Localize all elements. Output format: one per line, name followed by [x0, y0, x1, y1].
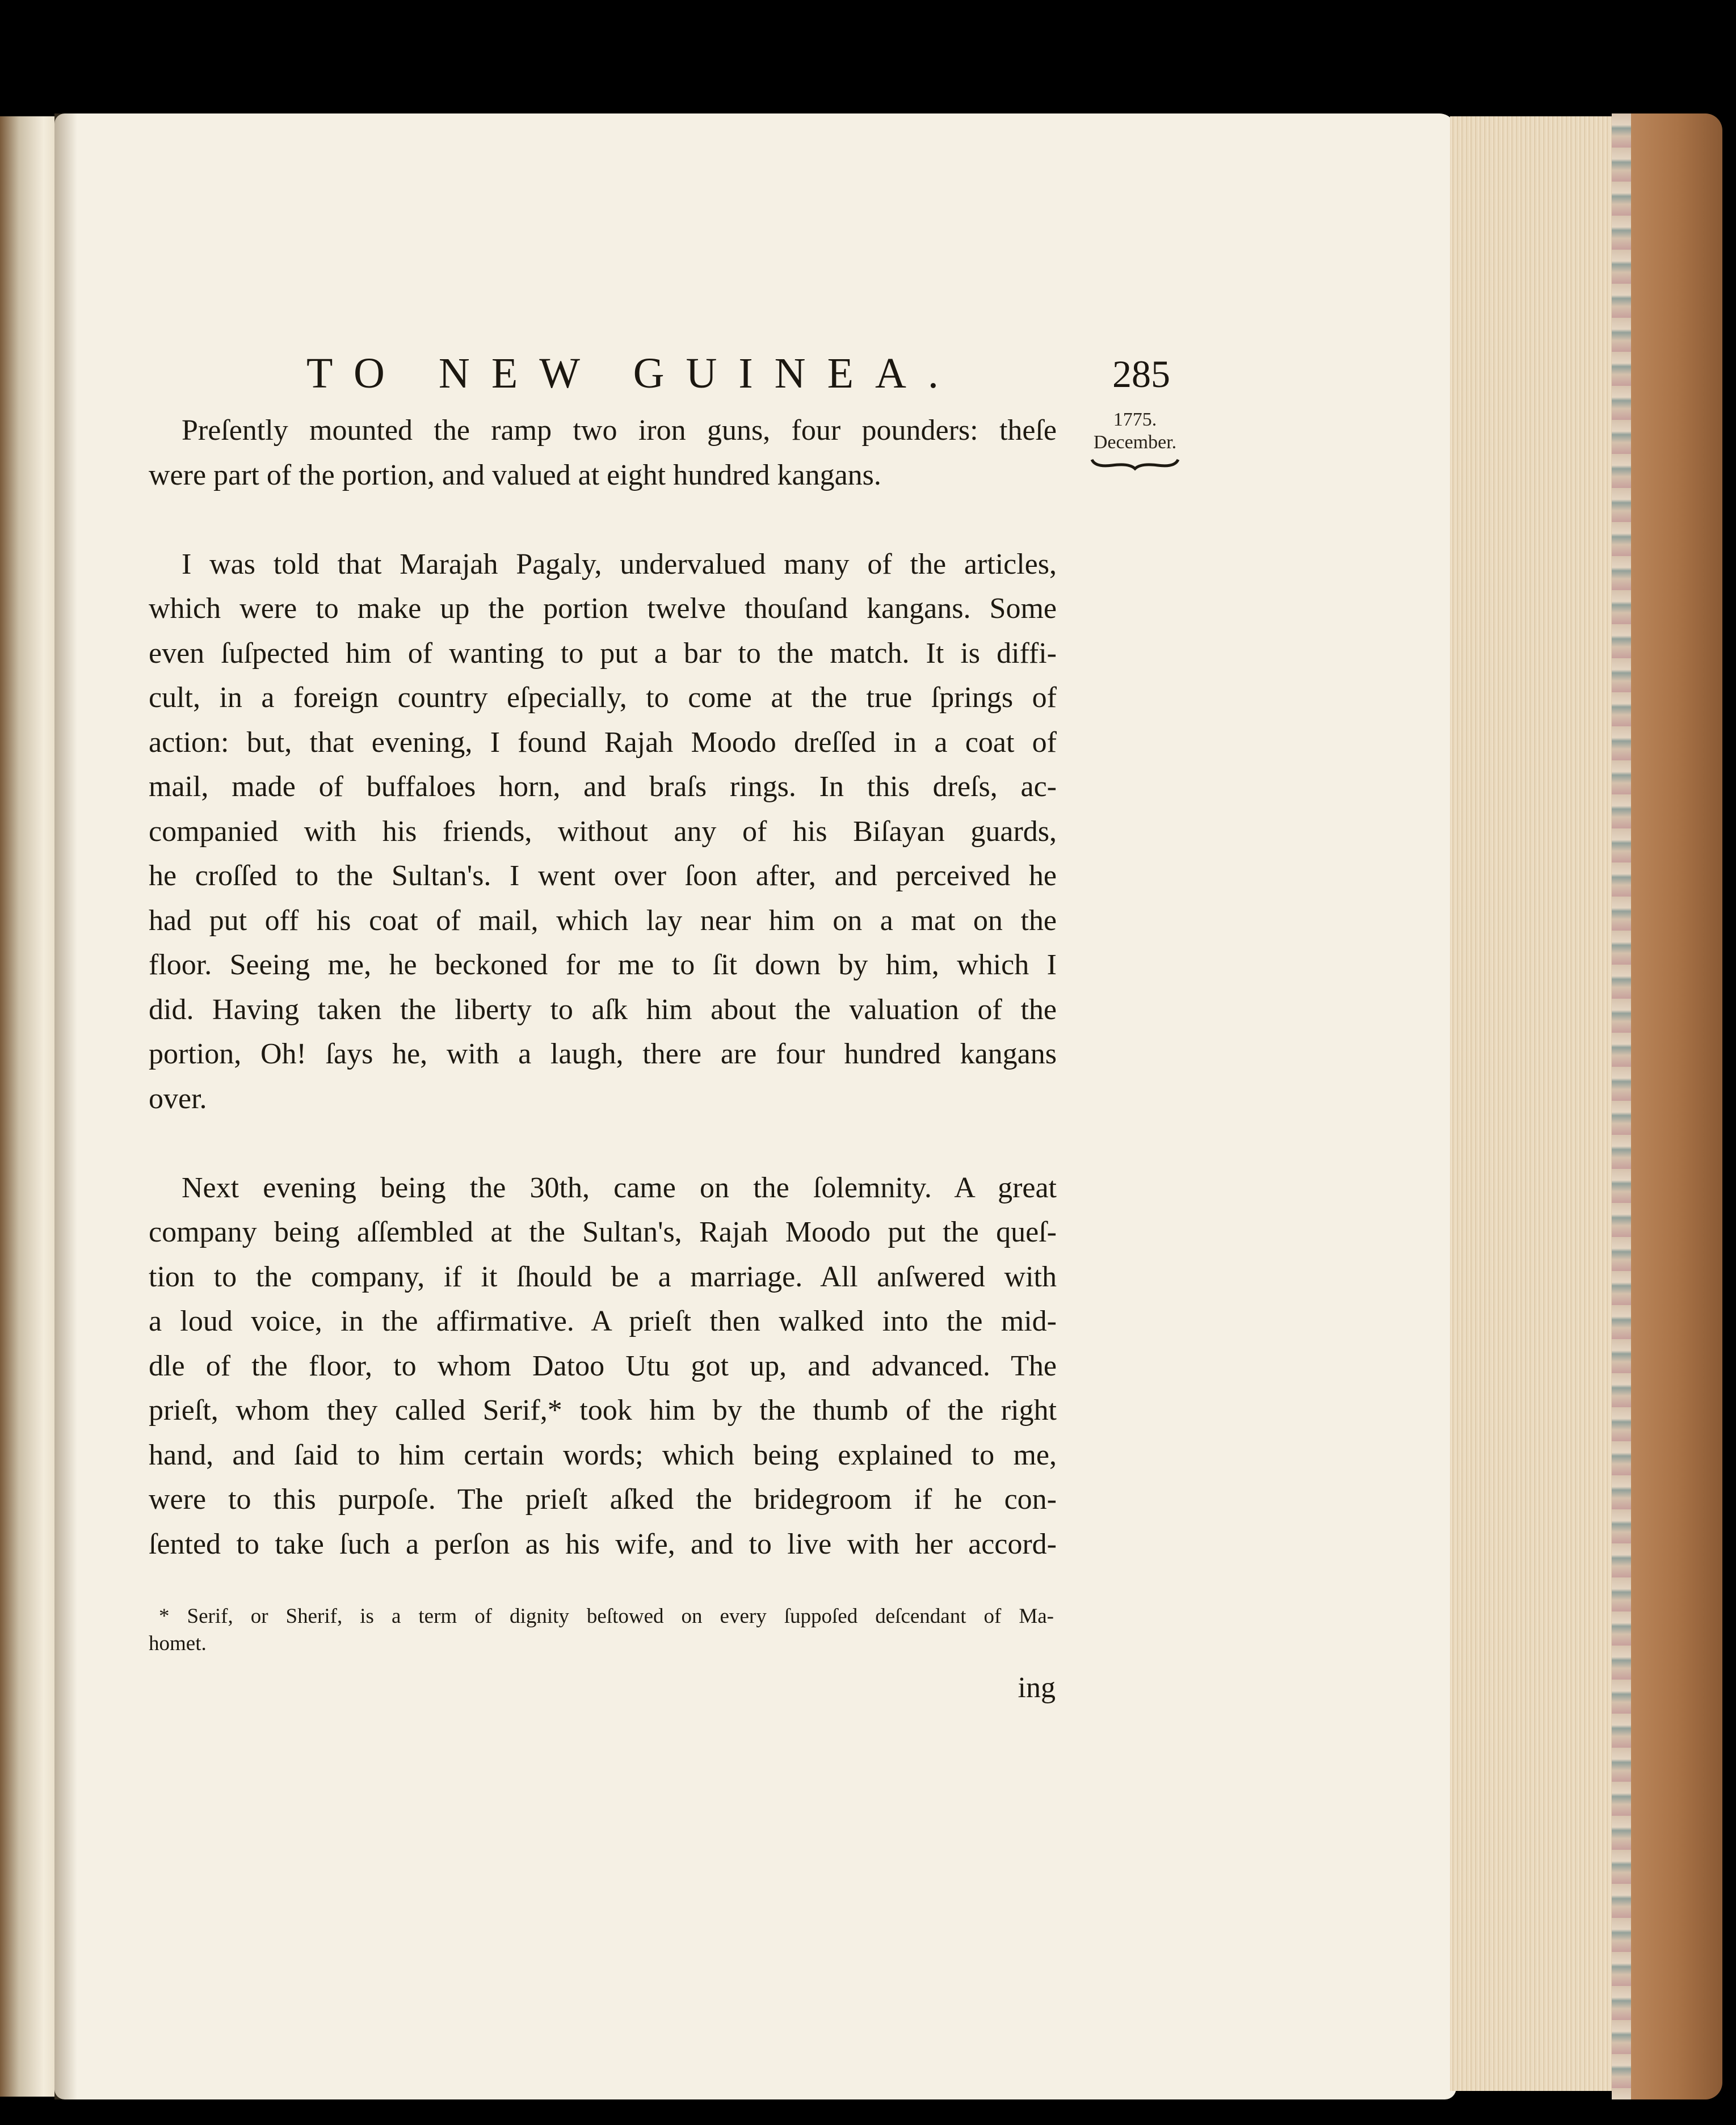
left-page-edge	[0, 116, 54, 2097]
text-line: companied with his friends, without any of his Biſayan guards,	[149, 815, 1057, 848]
brace-icon	[1090, 456, 1180, 471]
text-line: over.	[149, 1082, 207, 1115]
text-line: floor. Seeing me, he beckoned for me to ſit down by him, which I	[149, 949, 1057, 981]
main-text	[149, 409, 1057, 1567]
text-line: had put off his coat of mail, which lay near him on a mat on the	[149, 904, 1057, 937]
text-line: were to this purpoſe. The prieſt aſked the bridegroom if he con-	[149, 1483, 1057, 1516]
text-line: action: but, that evening, I found Rajah Moodo dreſſed in a coat of	[149, 726, 1057, 759]
page-number: 285	[1112, 352, 1170, 395]
text-line: Preſently mounted the ramp two iron guns, four pounders: theſe	[182, 414, 1057, 447]
text-line: dle of the floor, to whom Datoo Utu got up, and advanced. The	[149, 1349, 1057, 1382]
text-line: Next evening being the 30th, came on the ſolemnity. A great	[182, 1171, 1057, 1204]
margin-month: December.	[1093, 432, 1177, 453]
margin-year: 1775.	[1113, 409, 1157, 430]
text-line: hand, and ſaid to him certain words; which being explained to me,	[149, 1438, 1057, 1471]
margin-date-note	[1081, 409, 1189, 471]
gutter-shadow	[54, 113, 77, 2099]
catchword: ing	[1018, 1672, 1056, 1704]
text-line: cult, in a foreign country eſpecially, to come at the true ſprings of	[149, 681, 1057, 714]
footnote-line: homet.	[149, 1632, 207, 1655]
text-line: ſented to take ſuch a perſon as his wife, and to live with her accord-	[149, 1528, 1057, 1560]
text-line: even ſuſpected him of wanting to put a bar to the match. It is diffi-	[149, 637, 1057, 670]
paragraph	[149, 409, 1057, 498]
footnote-line: * Serif, or Sherif, is a term of dignity beſtowed on every ſuppoſed deſcendant of Ma-	[159, 1605, 1054, 1628]
text-line: a loud voice, in the affirmative. A prieſt then walked into the mid-	[149, 1305, 1057, 1337]
text-line: I was told that Marajah Pagaly, undervalued many of the articles,	[182, 548, 1057, 580]
marbled-edge	[1612, 113, 1631, 2099]
text-line: prieſt, whom they called Serif,* took him by the thumb of the right	[149, 1394, 1057, 1427]
footnote	[149, 1603, 1054, 1657]
text-line: company being aſſembled at the Sultan's, Rajah Moodo put the queſ-	[149, 1216, 1057, 1248]
text-line: which were to make up the portion twelve thouſand kangans. Some	[149, 592, 1057, 625]
text-line: tion to the company, if it ſhould be a marriage. All anſwered with	[149, 1260, 1057, 1293]
paragraph	[149, 542, 1057, 1122]
text-line: portion, Oh! ſays he, with a laugh, there are four hundred kangans	[149, 1038, 1057, 1070]
text-line: were part of the portion, and valued at eight hundred kangans.	[149, 458, 881, 491]
text-line: did. Having taken the liberty to aſk him about the valuation of the	[149, 993, 1057, 1026]
paragraph	[149, 1166, 1057, 1567]
text-line: he croſſed to the Sultan's. I went over ſoon after, and perceived he	[149, 860, 1057, 892]
page-block-edge	[1450, 116, 1612, 2091]
running-title: TO NEW GUINEA.	[306, 350, 960, 397]
text-line: mail, made of buffaloes horn, and braſs rings. In this dreſs, ac-	[149, 771, 1057, 803]
